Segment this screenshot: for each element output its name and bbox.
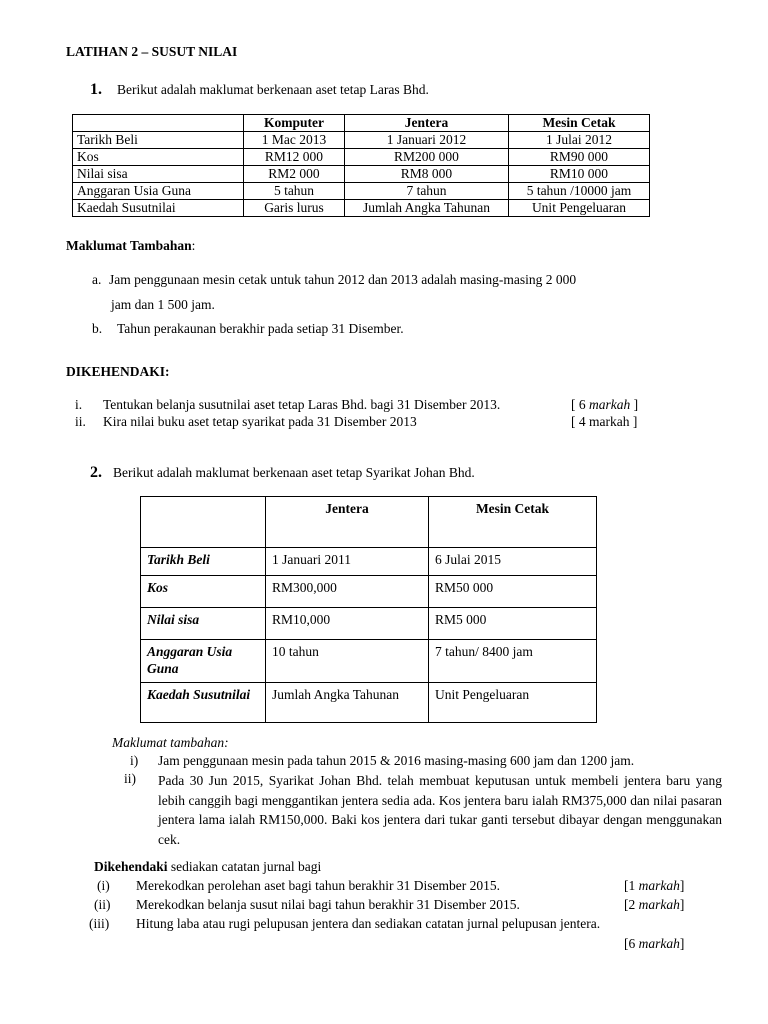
table-row — [141, 576, 597, 608]
table-cell: Unit Pengeluaran — [509, 200, 650, 217]
table-cell: RM10,000 — [266, 608, 429, 640]
table-header-cell: Mesin Cetak — [509, 115, 650, 132]
req-i-label: i. — [75, 397, 83, 412]
row-label: Anggaran Usia Guna — [141, 640, 266, 683]
table-cell: RM2 000 — [244, 166, 345, 183]
table-cell: 1 Januari 2012 — [345, 132, 509, 149]
table-cell: 6 Julai 2015 — [429, 548, 597, 576]
table-cell: RM8 000 — [345, 166, 509, 183]
table-cell: Jumlah Angka Tahunan — [266, 682, 429, 722]
req-2-ii-text: Merekodkan belanja susut nilai bagi tahun berakhir 31 Disember 2015. — [136, 897, 520, 912]
row-label: Anggaran Usia Guna — [73, 183, 244, 200]
table-cell: 5 tahun — [244, 183, 345, 200]
item-ii-text: Pada 30 Jun 2015, Syarikat Johan Bhd. telah membuat keputusan untuk membeli jentera baru yang lebih canggih bagi menggantikan jentera sedia ada. Kos jentera baru ialah RM375,000 dan nilai pasaran jentera lama ialah RM150,000. Baki kos jentera dari tukar ganti tersebut dibayar dengan menggunakan cek. — [158, 773, 722, 847]
req-2-i-label: (i) — [97, 878, 110, 893]
row-label: Tarikh Beli — [141, 548, 266, 576]
table-row — [73, 183, 650, 200]
table-cell: RM300,000 — [266, 576, 429, 608]
table-header-row — [141, 497, 597, 548]
row-label: Nilai sisa — [73, 166, 244, 183]
row-label: Kos — [141, 576, 266, 608]
table-row — [73, 149, 650, 166]
row-label: Kaedah Susutnilai — [73, 200, 244, 217]
table-row — [141, 682, 597, 722]
table-header-cell: Jentera — [266, 497, 429, 548]
table-cell: 5 tahun /10000 jam — [509, 183, 650, 200]
asset-table-laras — [72, 114, 650, 217]
table-cell: Garis lurus — [244, 200, 345, 217]
table-cell: 1 Januari 2011 — [266, 548, 429, 576]
table-cell: RM10 000 — [509, 166, 650, 183]
table-row — [73, 132, 650, 149]
req-2-i-marks: [1 markah] — [624, 878, 685, 893]
item-b-label: b. — [92, 321, 103, 336]
table-header-cell: Jentera — [345, 115, 509, 132]
req-2-iii-text: Hitung laba atau rugi pelupusan jentera dan sediakan catatan jurnal pelupusan jentera. — [136, 916, 601, 931]
row-label: Kaedah Susutnilai — [141, 682, 266, 722]
table-row — [141, 640, 597, 683]
table-header-cell — [73, 115, 244, 132]
req-2-ii-marks: [2 markah] — [624, 897, 685, 912]
table-cell: RM90 000 — [509, 149, 650, 166]
table-cell: RM50 000 — [429, 576, 597, 608]
table-header-cell — [141, 497, 266, 548]
item-i-text: Jam penggunaan mesin pada tahun 2015 & 2016 masing-masing 600 jam dan 1200 jam. — [158, 753, 635, 768]
req-ii-label: ii. — [75, 414, 86, 429]
table-header-cell: Komputer — [244, 115, 345, 132]
req-ii-text: Kira nilai buku aset tetap syarikat pada 31 Disember 2013 — [103, 414, 417, 429]
row-label: Tarikh Beli — [73, 132, 244, 149]
table-cell: 1 Julai 2012 — [509, 132, 650, 149]
dikehendaki-2-heading: Dikehendaki sediakan catatan jurnal bagi — [94, 859, 322, 874]
req-i-text: Tentukan belanja susutnilai aset tetap Laras Bhd. bagi 31 Disember 2013. — [103, 397, 501, 412]
row-label: Kos — [73, 149, 244, 166]
item-b-text: Tahun perakaunan berakhir pada setiap 31 Disember. — [117, 321, 404, 336]
item-a-line2: jam dan 1 500 jam. — [111, 297, 215, 312]
table-header-row — [73, 115, 650, 132]
question-1-intro: Berikut adalah maklumat berkenaan aset tetap Laras Bhd. — [117, 82, 429, 97]
item-i-label: i) — [130, 753, 139, 768]
item-ii-label: ii) — [124, 771, 136, 786]
question-2-number: 2. — [90, 464, 102, 481]
req-2-iii-marks: [6 markah] — [624, 936, 685, 951]
table-row — [73, 166, 650, 183]
question-1-number: 1. — [90, 81, 102, 98]
question-2-intro: Berikut adalah maklumat berkenaan aset tetap Syarikat Johan Bhd. — [113, 465, 475, 480]
req-i-marks: [ 6 markah ] — [571, 397, 639, 412]
table-cell: 1 Mac 2013 — [244, 132, 345, 149]
table-cell: 10 tahun — [266, 640, 429, 683]
item-a-line1: Jam penggunaan mesin cetak untuk tahun 2012 dan 2013 adalah masing-masing 2 000 — [109, 272, 577, 287]
row-label: Nilai sisa — [141, 608, 266, 640]
table-cell: RM200 000 — [345, 149, 509, 166]
table-row — [141, 548, 597, 576]
page-title: LATIHAN 2 – SUSUT NILAI — [66, 44, 238, 59]
table-header-cell: Mesin Cetak — [429, 497, 597, 548]
item-a-label: a. — [92, 272, 102, 287]
req-ii-marks: [ 4 markah ] — [571, 414, 638, 429]
dikehendaki-heading: DIKEHENDAKI: — [66, 364, 170, 379]
table-cell: Unit Pengeluaran — [429, 682, 597, 722]
table-cell: 7 tahun — [345, 183, 509, 200]
table-cell: RM12 000 — [244, 149, 345, 166]
req-2-ii-label: (ii) — [94, 897, 111, 912]
req-2-i-text: Merekodkan perolehan aset bagi tahun berakhir 31 Disember 2015. — [136, 878, 501, 893]
table-row — [73, 200, 650, 217]
maklumat-tambahan-2-heading: Maklumat tambahan: — [112, 735, 229, 750]
maklumat-tambahan-heading: Maklumat Tambahan: — [66, 238, 196, 253]
table-row — [141, 608, 597, 640]
table-cell: 7 tahun/ 8400 jam — [429, 640, 597, 683]
table-cell: RM5 000 — [429, 608, 597, 640]
table-cell: Jumlah Angka Tahunan — [345, 200, 509, 217]
req-2-iii-label: (iii) — [89, 916, 110, 931]
asset-table-johan — [140, 496, 597, 723]
